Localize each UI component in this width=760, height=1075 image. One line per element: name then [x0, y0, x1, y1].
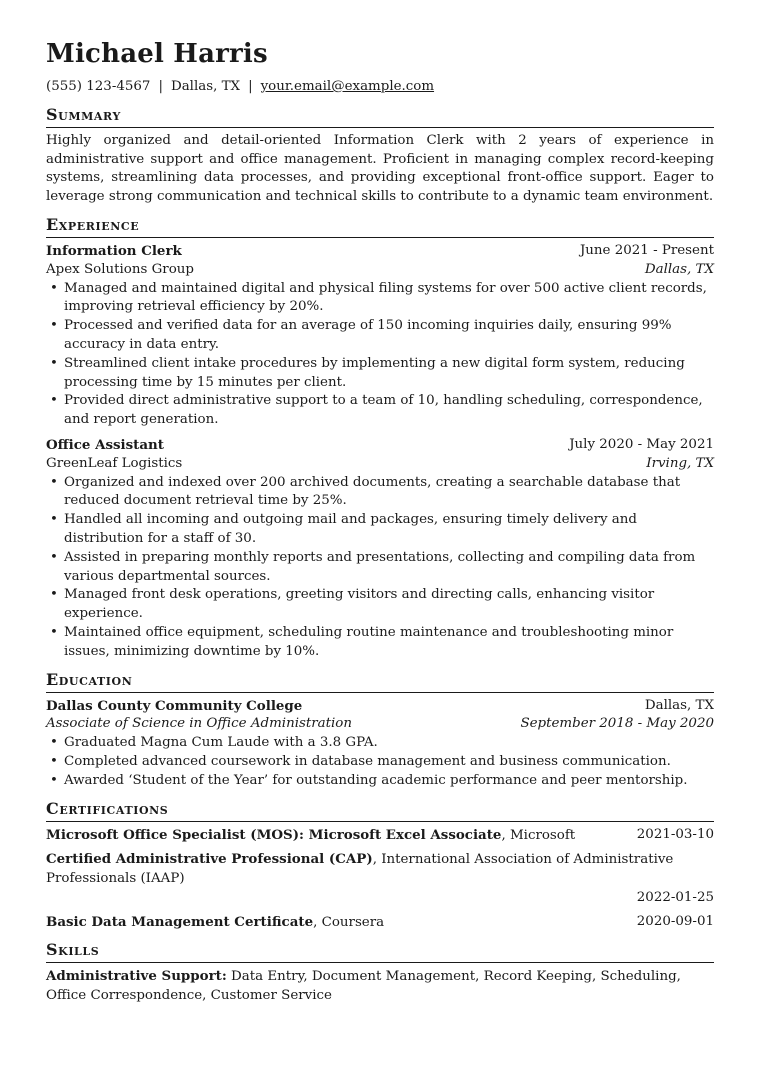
email-link[interactable]: your.email@example.com	[260, 79, 435, 94]
bullet-item: • Managed and maintained digital and physical filing systems for over 500 active client records, improving retrieval efficiency by 20%.	[64, 280, 714, 318]
certification-date: 2022-01-25	[636, 889, 714, 905]
job-dates: July 2020 - May 2021	[569, 436, 714, 452]
skill-label: Administrative Support:	[46, 968, 227, 985]
bullet-item: • Processed and verified data for an average of 150 incoming inquiries daily, ensuring 99% accuracy in data entry.	[64, 317, 714, 355]
job-location: Dallas, TX	[644, 261, 714, 277]
location: Dallas, TX	[170, 79, 241, 94]
job-location: Irving, TX	[646, 455, 714, 471]
section-title-certifications: Certifications	[46, 799, 714, 822]
job-dates: June 2021 - Present	[579, 242, 714, 258]
certification-date: 2020-09-01	[636, 913, 714, 929]
certification-entry	[46, 826, 714, 846]
certification-issuer: , Microsoft	[501, 827, 576, 843]
bullet-item: • Completed advanced coursework in database management and business communication.	[64, 753, 714, 772]
section-title-summary: Summary	[46, 105, 714, 128]
certification-name: Basic Data Management Certificate	[46, 913, 314, 930]
certification-name: Microsoft Office Specialist (MOS): Microsoft Excel Associate	[46, 826, 502, 843]
bullet-item: • Provided direct administrative support to a team of 10, handling scheduling, correspondence, and report generation.	[64, 392, 714, 430]
bullet-item: • Handled all incoming and outgoing mail and packages, ensuring timely delivery and distribution for a staff of 30.	[64, 511, 714, 549]
skill-value: Data Entry, Document Management, Record Keeping, Scheduling, Office Correspondence, Customer Service	[46, 969, 681, 1004]
degree-name: Associate of Science in Office Administration	[46, 716, 352, 732]
job-title: Information Clerk	[46, 242, 182, 259]
job-title: Office Assistant	[46, 436, 164, 453]
bullet-item: • Assisted in preparing monthly reports and presentations, collecting and compiling data from various departmental sources.	[64, 549, 714, 587]
job-entry	[46, 436, 714, 662]
separator: |	[158, 79, 163, 94]
school-name: Dallas County Community College	[46, 697, 303, 714]
skills-section	[46, 940, 714, 1006]
contact-line	[46, 78, 714, 97]
certification-name: Certified Administrative Professional (CAP)	[46, 851, 373, 868]
certification-entry	[46, 913, 714, 933]
certification-issuer: , International Association of Administrative Professionals (IAAP)	[46, 852, 674, 887]
education-section	[46, 670, 714, 791]
education-dates: September 2018 - May 2020	[520, 716, 714, 732]
bullet-item: • Awarded ‘Student of the Year’ for outstanding academic performance and peer mentorship.	[64, 772, 714, 791]
job-entry	[46, 242, 714, 430]
bullet-item: • Organized and indexed over 200 archived documents, creating a searchable database that reduced document retrieval time by 25%.	[64, 474, 714, 512]
bullet-item: • Graduated Magna Cum Laude with a 3.8 GPA.	[64, 734, 714, 753]
school-location: Dallas, TX	[644, 697, 714, 713]
company-name: GreenLeaf Logistics	[46, 455, 183, 471]
experience-section	[46, 215, 714, 662]
bullet-item: • Maintained office equipment, scheduling routine maintenance and troubleshooting minor issues, minimizing downtime by 10%.	[64, 624, 714, 662]
job-bullets	[46, 474, 714, 662]
section-title-skills: Skills	[46, 940, 714, 963]
certification-date: 2021-03-10	[636, 826, 714, 842]
job-bullets	[46, 280, 714, 430]
certification-issuer: , Coursera	[313, 914, 385, 930]
certification-entry	[46, 850, 714, 907]
summary-text: Highly organized and detail-oriented Information Clerk with 2 years of experience in administrative support and office management. Proficient in managing complex record-keeping systems, streamlining data processes, and providing exceptional front-office support. Eager to leverage strong communication and technical skills to contribute to a dynamic team environment.	[46, 132, 714, 205]
separator: |	[248, 79, 253, 94]
summary-section	[46, 105, 714, 207]
bullet-item: • Managed front desk operations, greeting visitors and directing calls, enhancing visitor experience.	[64, 586, 714, 624]
skill-line	[46, 967, 714, 1006]
certifications-section	[46, 799, 714, 933]
candidate-name: Michael Harris	[46, 39, 268, 69]
bullet-item: • Streamlined client intake procedures by implementing a new digital form system, reducing processing time by 15 minutes per client.	[64, 355, 714, 393]
section-title-education: Education	[46, 670, 714, 693]
company-name: Apex Solutions Group	[46, 261, 194, 277]
education-bullets	[46, 734, 714, 790]
phone-number: (555) 123-4567	[46, 79, 151, 94]
section-title-experience: Experience	[46, 215, 714, 238]
